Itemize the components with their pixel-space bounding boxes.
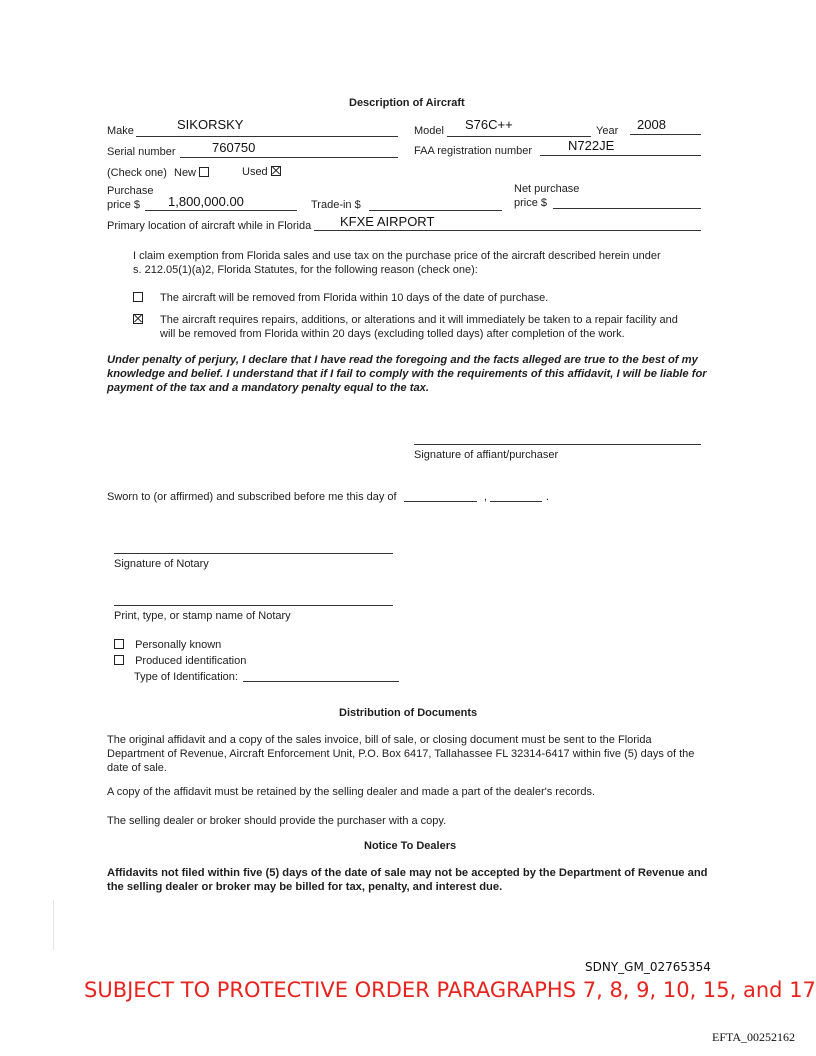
check-one-label: (Check one) (107, 167, 167, 179)
option-2-label (160, 313, 678, 341)
purchase-value: 1,800,000.00 (168, 194, 244, 209)
id-type-label: Type of Identification: (134, 671, 238, 683)
personally-known-label: Personally known (135, 639, 222, 651)
new-checkbox[interactable] (199, 167, 209, 177)
tradein-line (369, 210, 502, 211)
purchase-line (145, 210, 297, 211)
distribution-p1-line-1: The original affidavit and a copy of the sales invoice, bill of sale, or closing document must be sent to the Florida (107, 734, 652, 746)
perjury-line-1: Under penalty of perjury, I declare that I have read the foregoing and the facts alleged are true to the best of my (107, 354, 698, 366)
location-line (314, 230, 701, 231)
produced-id-checkbox[interactable] (114, 655, 124, 665)
faa-label: FAA registration number (414, 145, 533, 157)
serial-value: 760750 (212, 140, 256, 155)
claim-paragraph (133, 249, 661, 277)
notary-signature-line[interactable] (114, 553, 393, 554)
option-2-line-2: will be removed from Florida within 20 days (excluding tolled days) after completion of the work. (160, 328, 625, 340)
option-2-checkbox[interactable] (133, 314, 143, 324)
notary-signature-label: Signature of Notary (114, 558, 209, 570)
option-1[interactable] (133, 292, 143, 304)
section-title: Description of Aircraft (349, 97, 465, 109)
sworn-text: Sworn to (or affirmed) and subscribed before me this day of (107, 491, 397, 503)
distribution-paragraph-2: A copy of the affidavit must be retained by the selling dealer and made a part of the dealer's records. (107, 786, 596, 798)
id-type-line[interactable] (243, 681, 399, 682)
sworn-period: . (546, 491, 550, 503)
make-line (136, 136, 398, 137)
distribution-title: Distribution of Documents (339, 707, 478, 719)
model-line (447, 136, 591, 137)
used-checkbox[interactable] (271, 166, 281, 176)
location-label: Primary location of aircraft while in Florida (107, 220, 312, 232)
option-2[interactable] (133, 314, 143, 326)
notice-title: Notice To Dealers (364, 840, 457, 852)
net-line (553, 208, 701, 209)
tradein-label: Trade-in $ (311, 199, 361, 211)
distribution-paragraph-3: The selling dealer or broker should provide the purchaser with a copy. (107, 815, 447, 827)
new-option[interactable] (174, 167, 209, 179)
sworn-comma: , (484, 491, 488, 503)
option-1-label: The aircraft will be removed from Florida within 10 days of the date of purchase. (160, 292, 549, 304)
net-label-1: Net purchase (514, 183, 580, 195)
new-label: New (174, 167, 197, 179)
purchase-label-2: price $ (107, 199, 141, 211)
perjury-line-2: knowledge and belief. I understand that if I fail to comply with the requirements of this affidavit, I will be liable for (107, 368, 707, 380)
location-value: KFXE AIRPORT (340, 214, 435, 229)
faa-value: N722JE (568, 138, 615, 153)
claim-line-2: s. 212.05(1)(a)2, Florida Statutes, for the following reason (check one): (133, 264, 478, 276)
notary-name-line[interactable] (114, 605, 393, 606)
scan-artifact (53, 900, 54, 950)
faa-line (540, 155, 701, 156)
perjury-line-3: payment of the tax and a mandatory penalty equal to the tax. (107, 382, 430, 394)
net-label-2: price $ (514, 197, 548, 209)
affiant-signature-label: Signature of affiant/purchaser (414, 449, 559, 461)
used-option[interactable] (242, 166, 281, 178)
distribution-paragraph-1 (107, 733, 694, 775)
model-value: S76C++ (465, 117, 513, 132)
make-value: SIKORSKY (177, 117, 244, 132)
option-1-checkbox[interactable] (133, 292, 143, 302)
efta-number: EFTA_00252162 (712, 1030, 796, 1044)
notice-line-2: the selling dealer or broker may be billed for tax, penalty, and interest due. (107, 881, 503, 893)
year-value: 2008 (637, 117, 666, 132)
claim-line-1: I claim exemption from Florida sales and use tax on the purchase price of the aircraft described herein under (133, 250, 661, 262)
serial-line (180, 157, 398, 158)
bates-number: SDNY_GM_02765354 (585, 960, 711, 974)
make-label: Make (107, 125, 134, 137)
produced-id-label: Produced identification (135, 655, 247, 667)
option-2-line-1: The aircraft requires repairs, additions, or alterations and it will immediately be taken to a repair facility and (160, 314, 678, 326)
notice-line-1: Affidavits not filed within five (5) days of the date of sale may not be accepted by the Department of Revenue and (107, 867, 708, 879)
year-label: Year (596, 125, 619, 137)
sworn-day-line[interactable] (404, 501, 477, 502)
year-line (630, 134, 701, 135)
model-label: Model (414, 125, 444, 137)
distribution-p1-line-3: date of sale. (107, 762, 167, 774)
sworn-year-line[interactable] (490, 501, 542, 502)
perjury-statement (107, 353, 707, 395)
serial-label: Serial number (107, 146, 176, 158)
distribution-p1-line-2: Department of Revenue, Aircraft Enforcement Unit, P.O. Box 6417, Tallahassee FL 32314-6417 within five (5) days of the (107, 748, 695, 760)
purchase-label-1: Purchase (107, 185, 154, 197)
personally-known-option[interactable] (114, 639, 221, 651)
notice-paragraph (107, 866, 708, 894)
produced-id-option[interactable] (114, 655, 246, 667)
affiant-signature-line[interactable] (414, 444, 701, 445)
personally-known-checkbox[interactable] (114, 639, 124, 649)
notary-name-label: Print, type, or stamp name of Notary (114, 610, 291, 622)
protective-order-stamp: SUBJECT TO PROTECTIVE ORDER PARAGRAPHS 7, 8, 9, 10, 15, and 17 (84, 978, 816, 1002)
used-label: Used (242, 166, 268, 178)
